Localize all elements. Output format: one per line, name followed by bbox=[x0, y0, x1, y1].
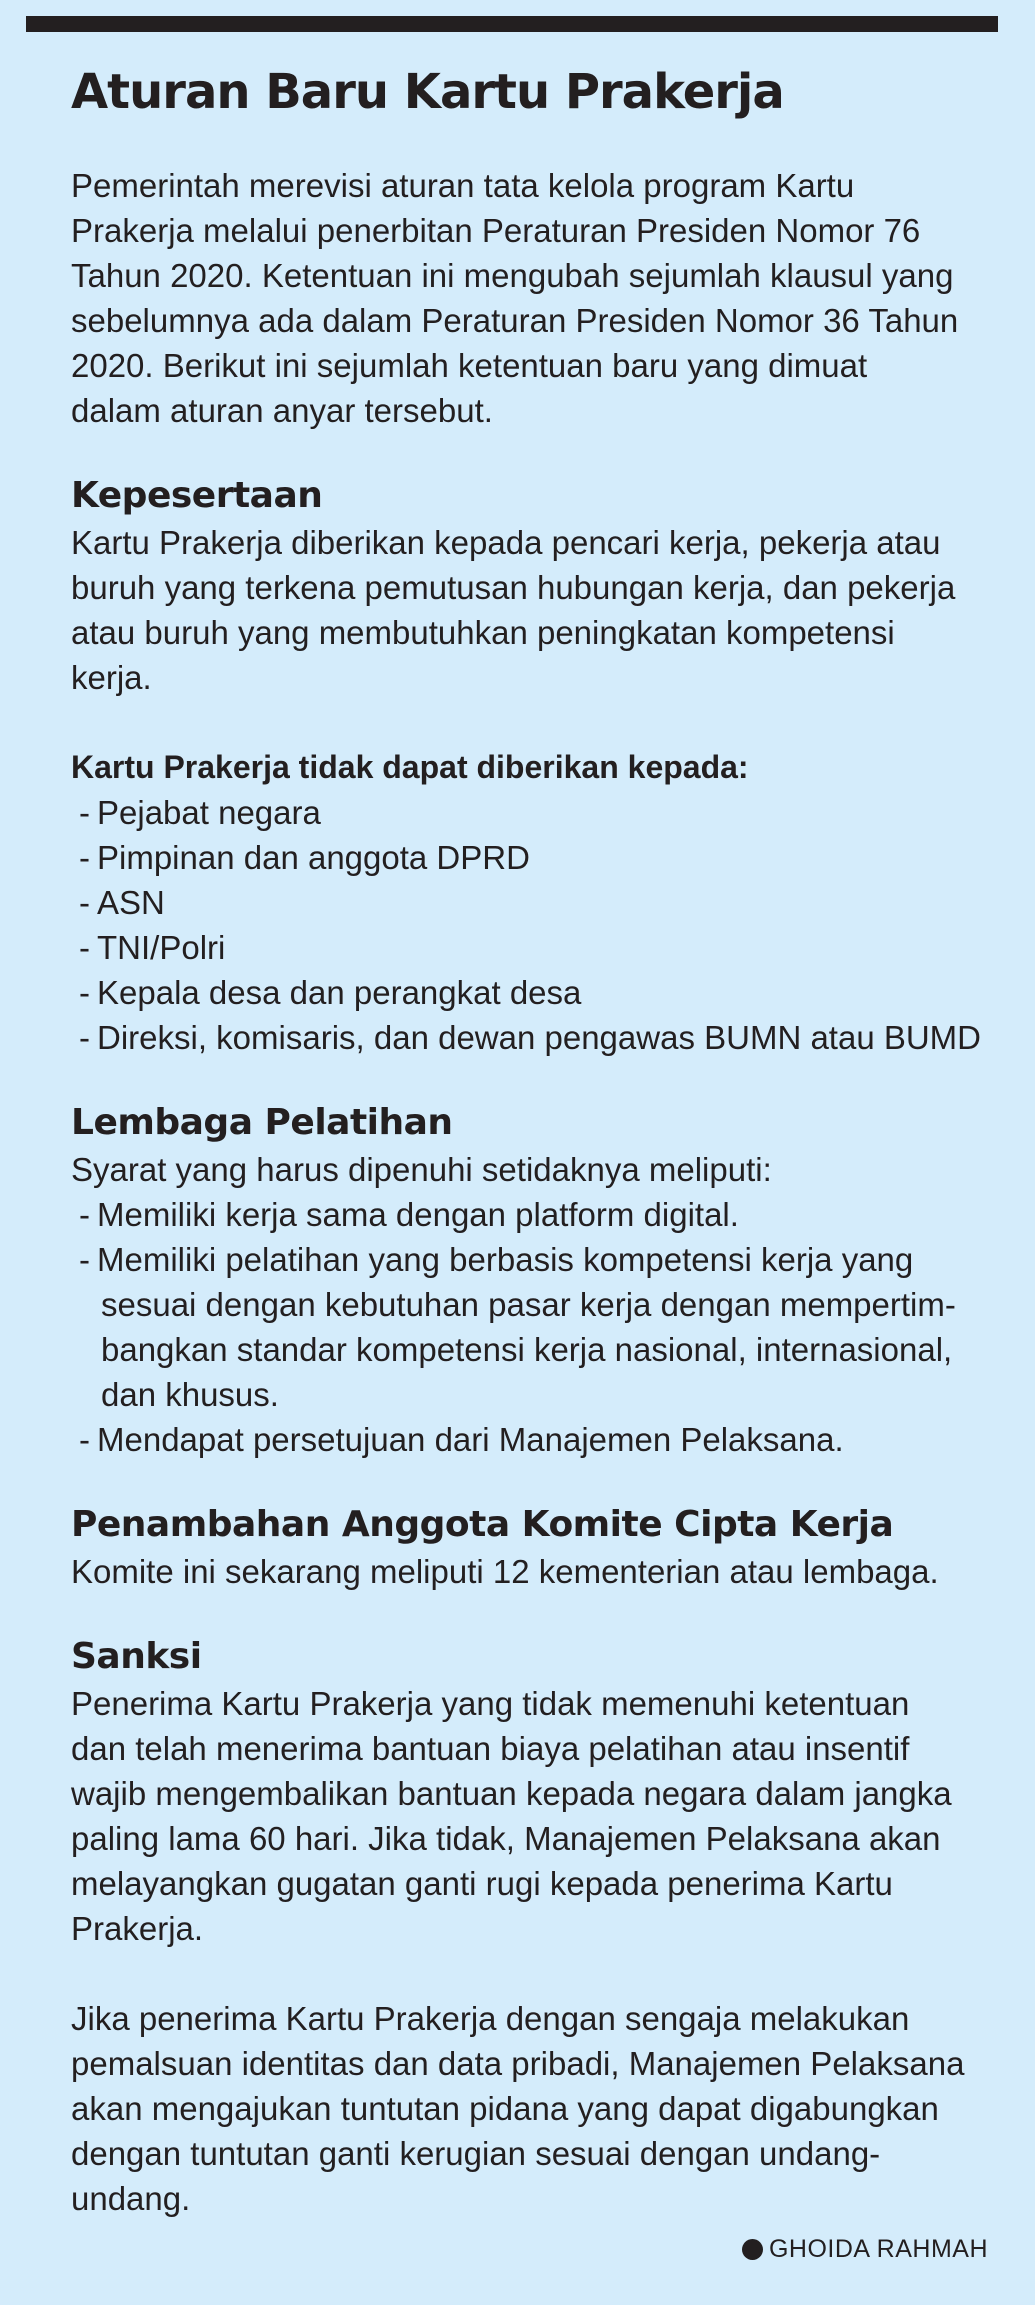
paragraph-line: undang. bbox=[71, 2180, 191, 2217]
paragraph-line: buruh yang terkena pemutusan hubungan kerja, dan pekerja bbox=[71, 569, 956, 606]
exclusion-subheading: Kartu Prakerja tidak dapat diberikan kepada: bbox=[71, 749, 749, 785]
list-item-line: - Memiliki pelatihan yang berbasis kompetensi kerja yang bbox=[97, 1241, 914, 1278]
paragraph-line: atau buruh yang membutuhkan peningkatan kompetensi bbox=[71, 614, 895, 651]
section-lembaga-pelatihan bbox=[71, 1099, 991, 1462]
intro-line: Tahun 2020. Ketentuan ini mengubah sejumlah klausul yang bbox=[71, 257, 954, 294]
paragraph-line: akan mengajukan tuntutan pidana yang dapat digabungkan bbox=[71, 2090, 939, 2127]
intro-line: 2020. Berikut ini sejumlah ketentuan baru yang dimuat bbox=[71, 347, 868, 384]
intro-line: Pemerintah merevisi aturan tata kelola program Kartu bbox=[71, 167, 855, 204]
top-rule bbox=[26, 16, 998, 32]
section-sanksi bbox=[71, 1633, 991, 2221]
section-paragraph bbox=[71, 1996, 991, 2221]
list-item-line: bangkan standar kompetensi kerja nasional, internasional, bbox=[101, 1331, 953, 1368]
section-komite bbox=[71, 1501, 991, 1594]
section-heading: Kepesertaan bbox=[71, 475, 323, 516]
section-paragraph bbox=[71, 520, 991, 700]
paragraph-line: pemalsuan identitas dan data pribadi, Manajemen Pelaksana bbox=[71, 2045, 965, 2082]
intro-paragraph bbox=[71, 163, 991, 433]
author-credit bbox=[742, 2234, 988, 2264]
bullet-dot-icon bbox=[742, 2239, 763, 2260]
paragraph-line: Prakerja. bbox=[71, 1910, 204, 1947]
intro-line: dalam aturan anyar tersebut. bbox=[71, 392, 493, 429]
paragraph-line: wajib mengembalikan bantuan kepada negara dalam jangka bbox=[71, 1775, 952, 1812]
section-heading: Sanksi bbox=[71, 1636, 202, 1677]
paragraph-line: paling lama 60 hari. Jika tidak, Manajemen Pelaksana akan bbox=[71, 1820, 941, 1857]
section-heading: Lembaga Pelatihan bbox=[71, 1102, 453, 1143]
intro-line: sebelumnya ada dalam Peraturan Presiden Nomor 36 Tahun bbox=[71, 302, 959, 339]
section-paragraph: Komite ini sekarang meliputi 12 kementerian atau lembaga. bbox=[71, 1553, 939, 1590]
article bbox=[71, 52, 991, 2221]
paragraph-line: kerja. bbox=[71, 659, 152, 696]
author-name: GHOIDA RAHMAH bbox=[768, 2235, 988, 2263]
list-item: - Mendapat persetujuan dari Manajemen Pelaksana. bbox=[79, 1417, 991, 1462]
list-item: - Pimpinan dan anggota DPRD bbox=[79, 835, 991, 880]
list-item: - TNI/Polri bbox=[79, 925, 991, 970]
section-paragraph bbox=[71, 1681, 991, 1951]
requirement-list bbox=[71, 1192, 991, 1462]
paragraph-line: Penerima Kartu Prakerja yang tidak memenuhi ketentuan bbox=[71, 1685, 910, 1722]
section-kepesertaan bbox=[71, 472, 991, 1060]
list-item: - Kepala desa dan perangkat desa bbox=[79, 970, 991, 1015]
section-heading: Penambahan Anggota Komite Cipta Kerja bbox=[71, 1504, 894, 1545]
list-item-line: dan khusus. bbox=[101, 1376, 279, 1413]
section-lead: Syarat yang harus dipenuhi setidaknya meliputi: bbox=[71, 1151, 772, 1188]
intro-line: Prakerja melalui penerbitan Peraturan Presiden Nomor 76 bbox=[71, 212, 921, 249]
paragraph-line: Jika penerima Kartu Prakerja dengan sengaja melakukan bbox=[71, 2000, 910, 2037]
list-item: - ASN bbox=[79, 880, 991, 925]
paragraph-line: dan telah menerima bantuan biaya pelatihan atau insentif bbox=[71, 1730, 910, 1767]
list-item: - Pejabat negara bbox=[79, 790, 991, 835]
list-item: - Direksi, komisaris, dan dewan pengawas BUMN atau BUMD bbox=[79, 1015, 991, 1060]
list-item-line: sesuai dengan kebutuhan pasar kerja dengan mempertim- bbox=[101, 1286, 956, 1323]
paragraph-line: dengan tuntutan ganti kerugian sesuai dengan undang- bbox=[71, 2135, 881, 2172]
article-title: Aturan Baru Kartu Prakerja bbox=[71, 64, 784, 120]
exclusion-list bbox=[71, 790, 991, 1060]
list-item bbox=[79, 1237, 991, 1417]
paragraph-line: melayangkan gugatan ganti rugi kepada penerima Kartu bbox=[71, 1865, 893, 1902]
list-item: - Memiliki kerja sama dengan platform digital. bbox=[79, 1192, 991, 1237]
paragraph-line: Kartu Prakerja diberikan kepada pencari kerja, pekerja atau bbox=[71, 524, 941, 561]
